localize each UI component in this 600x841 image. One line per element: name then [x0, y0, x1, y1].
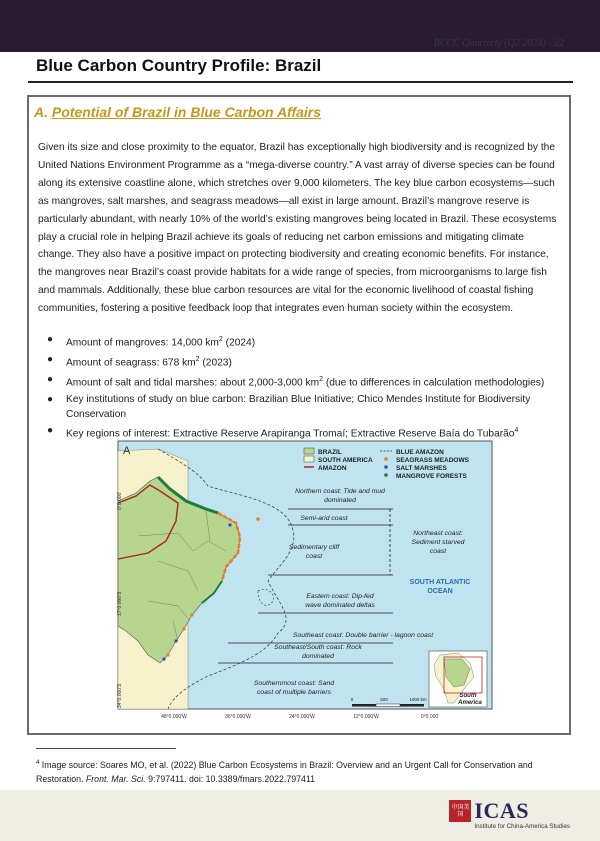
lat-tick: 34°0.000'S: [117, 683, 123, 708]
coast-label: coast: [305, 553, 323, 560]
coast-label: Northern coast: Tide and mud: [295, 488, 385, 495]
bullet-icon: ●: [47, 373, 54, 385]
lat-tick: 17°0.000'S: [117, 591, 123, 616]
section-letter: A.: [34, 104, 48, 120]
salt-marsh-marker: [162, 657, 165, 660]
inset-label: America: [458, 700, 482, 706]
body-paragraph: Given its size and close proximity to the equator, Brazil has exceptionally high biodiversity and is recognized by the United Nations Environment Programme as a “mega-diverse country.” A vast array of diverse species can be found along its extensive coastline alone, which stretches over 9,000 kilometers. The key blue carbon ecosystems—such as mangroves, salt marshes, and seagrass meadows—all exist in large amount. Brazil’s mangrove reserve is particularly abundant, with nearly 10% of the world’s existing mangroves being located in Brazil. These ecosystems play a crucial role in helping Brazil achieve its goals of reducing net carbon emissions and mitigating climate change. They also have a positive impact on protecting biodiversity and creating economic benefits. For instance, the mangroves near Brazil’s coast provide habitats for a wide range of species, from microorganisms to large fish and mammals. Additionally, these blue carbon resources are vital for the economic livelihood of coastal fishing communities, fostering a positive feedback loop that integrates even human society within the ecosystem.: [38, 142, 557, 315]
logo-seal: 中国美国: [449, 800, 471, 822]
coast-label: Semi-arid coast: [300, 515, 348, 522]
brazil-coast-map: [118, 441, 492, 722]
coast-label: Southeast coast: Double barrier - lagoon coast: [292, 632, 434, 639]
bullet-icon: ●: [47, 353, 54, 365]
lon-tick: 12°0.000'W: [353, 714, 379, 720]
panel-letter: A: [123, 445, 131, 457]
lat-tick: 0°0.000': [117, 491, 123, 510]
legend-label: SOUTH AMERICA: [318, 457, 373, 464]
section-title: Potential of Brazil in Blue Carbon Affairs: [51, 104, 322, 120]
lon-tick: 0°0.000': [420, 714, 440, 720]
seagrass-marker: [256, 517, 260, 521]
list-item: ● Key regions of interest: Extractive Reserve Arapiranga Tromaí; Extractive Reserve Baía do Tubarão$^4$: [47, 425, 519, 440]
salt-marsh-marker: [174, 639, 177, 642]
coast-label: dominated: [324, 497, 356, 504]
list-item: ● Amount of salt and tidal marshes: about 2,000-3,000 $km^2$ (due to differences in calculation methodologies): [47, 373, 545, 389]
list-item: ● Amount of seagrass: 678 $km^2$ (2023): [47, 353, 232, 369]
legend-label: AMAZON: [318, 465, 347, 472]
scale-tick: 0: [350, 697, 354, 702]
legend-label: MANGROVE FORESTS: [396, 473, 467, 480]
coast-label: Southeast/South coast: Rock: [274, 644, 362, 651]
footnote-rule: [36, 748, 176, 749]
list-item: ● Amount of mangroves: 14,000 $km^2$ (2024): [47, 334, 256, 349]
lon-tick: 48°0.000'W: [161, 714, 187, 720]
legend-swatch-south-america: [304, 456, 314, 462]
running-head: BCCC Quarterly (Q2 2024) - 22: [433, 38, 564, 49]
coast-label: wave dominated deltas: [305, 602, 375, 609]
coast-label: coast of multiple barriers: [256, 689, 332, 696]
inset-label: South: [459, 693, 477, 699]
coast-label: dominated: [302, 653, 334, 660]
legend-swatch-mangrove: [384, 473, 388, 477]
legend-swatch-brazil: [304, 448, 314, 454]
ocean-label: SOUTH ATLANTIC: [409, 579, 471, 586]
coast-label: Sediment starved: [411, 539, 465, 546]
bullet-icon: ●: [47, 334, 54, 345]
title-rule: [28, 81, 573, 83]
fact-list: [38, 332, 566, 443]
logo-wordmark: ICAS: [474, 798, 529, 823]
logo-subtitle: Institute for China-America Studies: [474, 823, 570, 830]
lon-tick: 24°0.000'W: [289, 714, 315, 720]
list-item: ● Key institutions of study on blue carbon: Brazilian Blue Initiative; Chico Mendes Institute for Biodiversity Conservation: [47, 393, 531, 420]
legend-swatch-salt-marsh: [384, 465, 388, 469]
section-heading: [34, 104, 321, 120]
scale-tick: 1000 km: [409, 697, 427, 702]
coast-label: Eastern coast: Dip-fed: [306, 593, 374, 600]
icas-logo: [449, 800, 570, 832]
seagrass-marker: [166, 653, 169, 656]
inset-map: [429, 651, 487, 707]
footnote: $^4$ Image source: Soares MO, et al. (2022) Blue Carbon Ecosystems in Brazil: Overview and an Urgent Call for Conservation and Restoration. Front. Mar. Sci. 9:797411. doi: 10.3389/fmars.2022.797411: [36, 759, 533, 784]
legend-label: SALT MARSHES: [396, 465, 447, 472]
page-title: Blue Carbon Country Profile: Brazil: [36, 56, 322, 75]
coast-label: Sedimentary cliff: [288, 544, 340, 551]
bullet-icon: ●: [47, 393, 54, 405]
legend-label: SEAGRASS MEADOWS: [396, 457, 469, 464]
scale-tick: 500: [380, 697, 388, 702]
coast-label: Southernmost coast: Sand: [253, 680, 335, 687]
bullet-icon: ●: [47, 425, 54, 437]
legend-swatch-seagrass: [384, 457, 388, 461]
seagrass-marker: [182, 627, 185, 630]
salt-marsh-marker: [228, 523, 231, 526]
legend-label: BRAZIL: [318, 449, 342, 456]
legend-label: BLUE AMAZON: [396, 449, 444, 456]
lon-tick: 36°0.000'W: [225, 714, 251, 720]
coast-label: Northeast coast:: [413, 530, 463, 537]
coast-label: coast: [429, 548, 447, 555]
seagrass-marker: [190, 613, 193, 616]
ocean-label: OCEAN: [427, 588, 453, 595]
